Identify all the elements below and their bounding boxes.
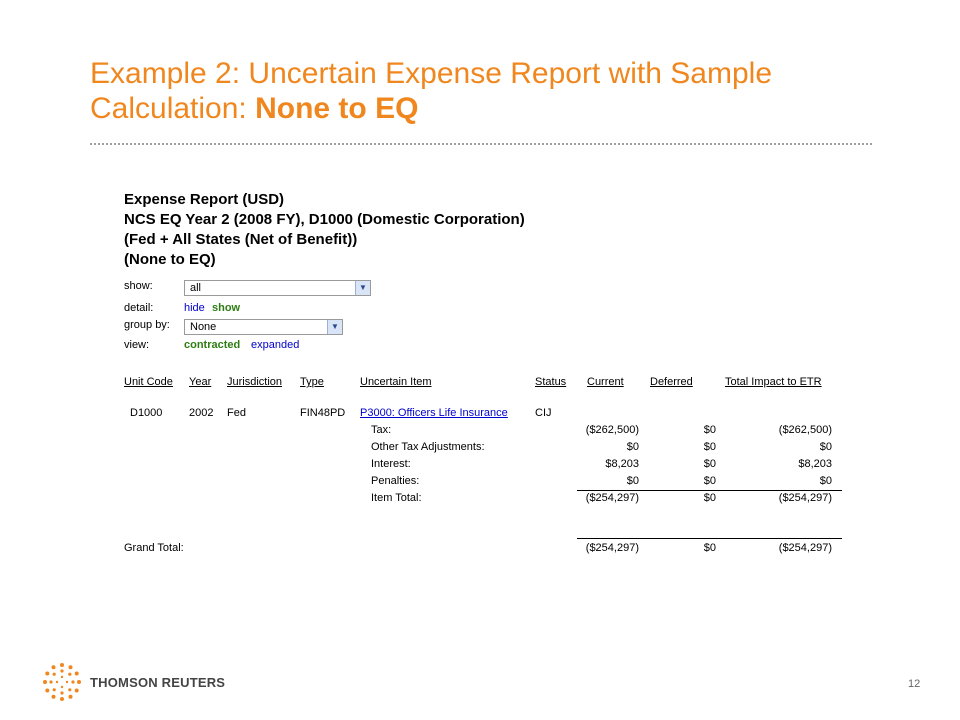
view-label: view: bbox=[124, 339, 150, 351]
grand-total-rule bbox=[577, 538, 842, 539]
type-cell: FIN48PD bbox=[300, 407, 346, 419]
slide-title-emphasis: None to EQ bbox=[255, 92, 419, 125]
brand-name: THOMSON REUTERS bbox=[90, 675, 226, 690]
total-cell: ($254,297) bbox=[778, 492, 832, 504]
table-row bbox=[124, 407, 854, 423]
page-number: 12 bbox=[908, 678, 921, 690]
column-header[interactable]: Deferred bbox=[650, 376, 693, 388]
groupby-label: group by: bbox=[124, 319, 170, 331]
current-cell: $8,203 bbox=[605, 458, 639, 470]
view-expanded-link[interactable]: expanded bbox=[251, 339, 300, 351]
grand-total-label: Grand Total: bbox=[124, 542, 184, 554]
report-heading-line: (None to EQ) bbox=[124, 251, 216, 268]
table-header bbox=[124, 376, 854, 392]
report-heading-line: (Fed + All States (Net of Benefit)) bbox=[124, 231, 358, 248]
unit-code-cell: D1000 bbox=[130, 407, 163, 419]
line-label: Interest: bbox=[371, 458, 411, 470]
deferred-cell: $0 bbox=[703, 492, 716, 504]
current-cell: $0 bbox=[626, 475, 639, 487]
view-control bbox=[124, 339, 424, 355]
item-total-row bbox=[124, 492, 854, 508]
column-header[interactable]: Unit Code bbox=[124, 376, 173, 388]
show-label: show: bbox=[124, 280, 153, 292]
column-header[interactable]: Type bbox=[300, 376, 324, 388]
total-cell: $8,203 bbox=[798, 458, 832, 470]
subtotal-rule bbox=[577, 490, 842, 491]
line-label: Item Total: bbox=[371, 492, 422, 504]
detail-row bbox=[124, 441, 854, 457]
line-label: Other Tax Adjustments: bbox=[371, 441, 485, 453]
current-cell: ($262,500) bbox=[585, 424, 639, 436]
total-cell: $0 bbox=[819, 475, 832, 487]
slide-title bbox=[90, 56, 890, 126]
deferred-cell: $0 bbox=[703, 458, 716, 470]
deferred-cell: $0 bbox=[703, 441, 716, 453]
detail-row bbox=[124, 424, 854, 440]
detail-show-link[interactable]: show bbox=[212, 302, 241, 314]
current-cell: ($254,297) bbox=[585, 492, 639, 504]
show-select[interactable] bbox=[184, 280, 371, 296]
column-header[interactable]: Current bbox=[587, 376, 624, 388]
thomson-reuters-logo-icon bbox=[42, 662, 82, 702]
total-cell: ($262,500) bbox=[778, 424, 832, 436]
total-cell: $0 bbox=[819, 441, 832, 453]
chevron-down-icon[interactable]: ▼ bbox=[355, 281, 370, 295]
detail-hide-link[interactable]: hide bbox=[184, 302, 205, 314]
detail-control bbox=[124, 302, 424, 318]
deferred-cell: $0 bbox=[703, 424, 716, 436]
show-control bbox=[124, 280, 424, 298]
report-heading bbox=[124, 190, 854, 270]
column-header[interactable]: Total Impact to ETR bbox=[725, 376, 822, 388]
jurisdiction-cell: Fed bbox=[227, 407, 246, 419]
column-header[interactable]: Year bbox=[189, 376, 212, 388]
report-heading-line: NCS EQ Year 2 (2008 FY), D1000 (Domestic Corporation) bbox=[124, 211, 525, 228]
groupby-select[interactable] bbox=[184, 319, 343, 335]
column-header[interactable]: Status bbox=[535, 376, 567, 388]
groupby-control bbox=[124, 319, 424, 337]
line-label: Tax: bbox=[371, 424, 392, 436]
current-cell: ($254,297) bbox=[585, 542, 639, 554]
show-select-value: all bbox=[190, 282, 202, 294]
chevron-down-icon[interactable]: ▼ bbox=[327, 320, 342, 334]
detail-label: detail: bbox=[124, 302, 154, 314]
view-contracted-link[interactable]: contracted bbox=[184, 339, 241, 351]
deferred-cell: $0 bbox=[703, 542, 716, 554]
detail-row bbox=[124, 475, 854, 491]
column-header[interactable]: Jurisdiction bbox=[227, 376, 283, 388]
line-label: Penalties: bbox=[371, 475, 420, 487]
grand-total-row bbox=[124, 542, 854, 558]
report-heading-line: Expense Report (USD) bbox=[124, 191, 285, 208]
current-cell: $0 bbox=[626, 441, 639, 453]
uncertain-item-link[interactable]: P3000: Officers Life Insurance bbox=[360, 407, 508, 419]
title-divider bbox=[90, 143, 872, 145]
column-header[interactable]: Uncertain Item bbox=[360, 376, 432, 388]
year-cell: 2002 bbox=[189, 407, 214, 419]
deferred-cell: $0 bbox=[703, 475, 716, 487]
slide-title-text: Example 2: Uncertain Expense Report with Sample Calculation: bbox=[90, 57, 773, 125]
groupby-select-value: None bbox=[190, 321, 217, 333]
detail-row bbox=[124, 458, 854, 474]
expense-report bbox=[124, 190, 854, 554]
total-cell: ($254,297) bbox=[778, 542, 832, 554]
status-cell: CIJ bbox=[535, 407, 552, 419]
